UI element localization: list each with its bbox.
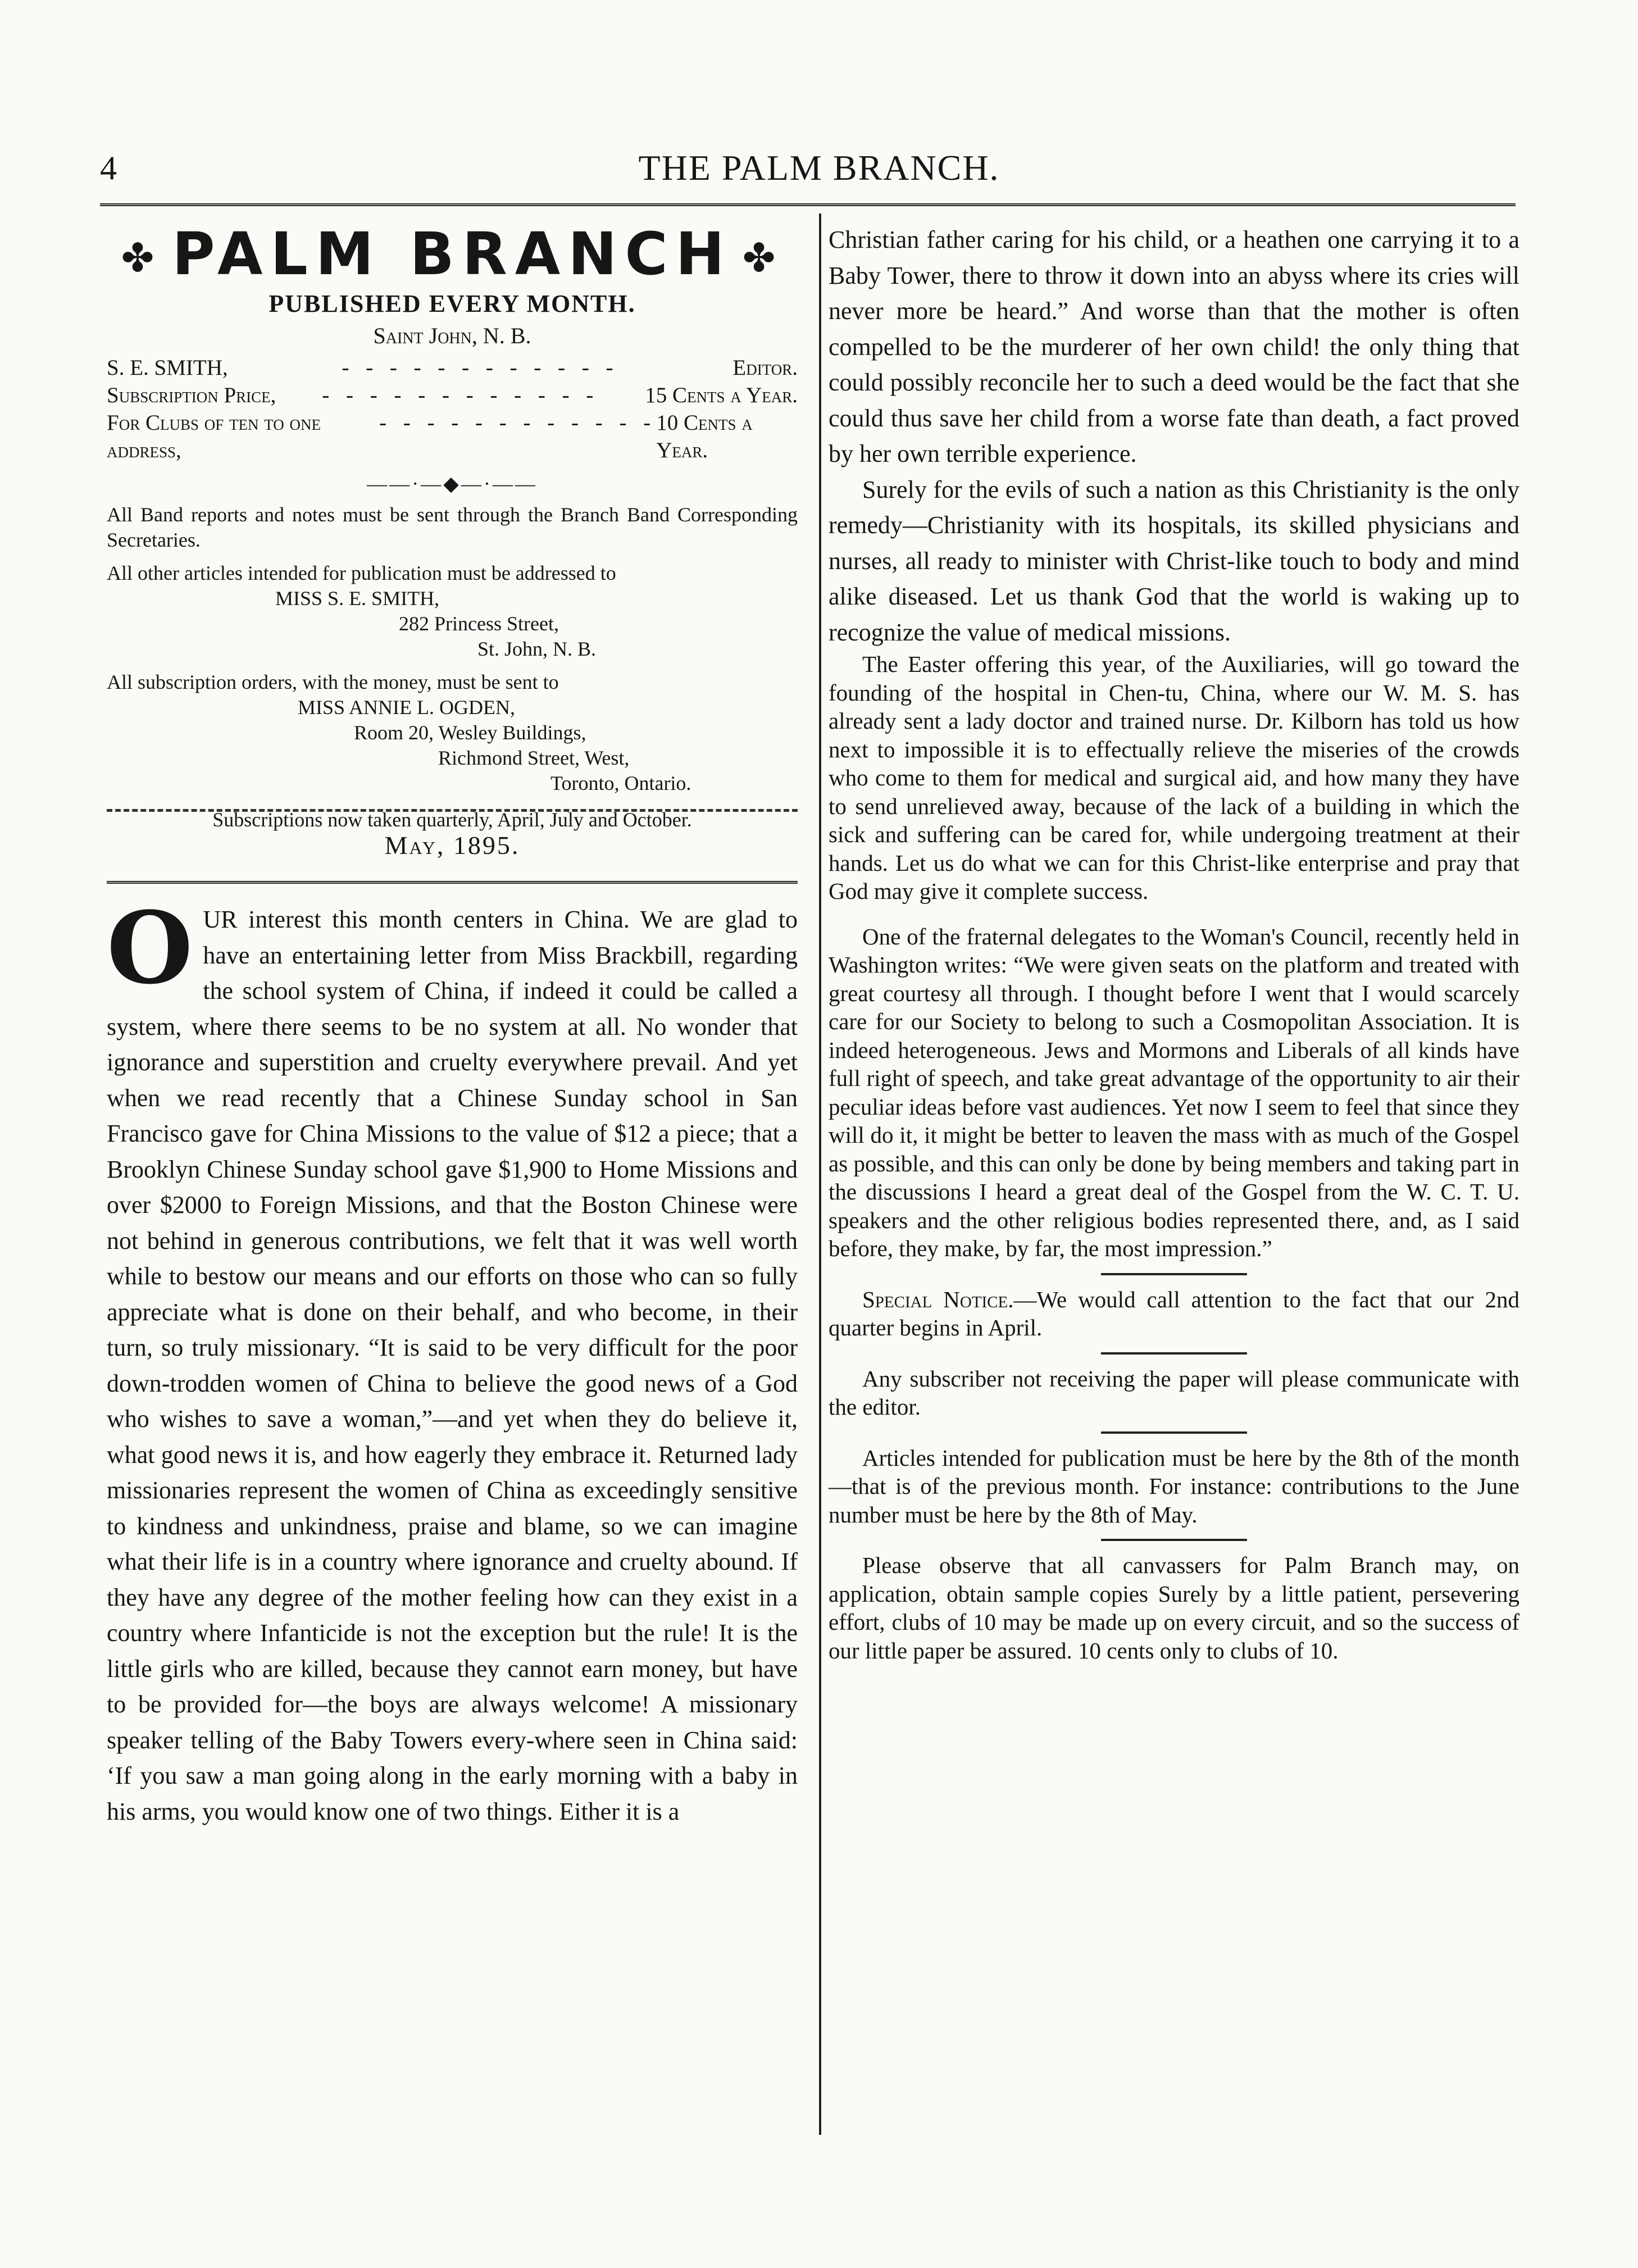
left-column: [107, 222, 798, 833]
running-title: THE PALM BRANCH.: [638, 148, 1000, 188]
issue-date: May, 1895.: [384, 831, 520, 860]
publication-frequency: PUBLISHED EVERY MONTH.: [269, 290, 636, 318]
ornament-left-icon: ✤: [121, 235, 162, 281]
ornamental-divider: ——·—◆—·——: [367, 472, 538, 496]
ornament-right-icon: ✤: [742, 235, 784, 281]
articles-address: MISS S. E. SMITH, 282 Princess Street, St. John, N. B.: [275, 587, 597, 661]
editorial-article: O UR interest this month centers in China. We are glad to have an entertaining letter from Miss Brackbill, regarding the school system of China, if indeed it could be called a system, where there seems to be no system at all. No wonder that ignorance and superstition and cruelty everywhere prevail. And yet when we read recently that a Chinese Sunday school in San Francisco gave for China Missions to the value of $12 a piece; that a Brooklyn Chinese Sunday school gave $1,900 to Home Missions and over $2000 to Foreign Missions, and that the Boston Chinese were not behind in generous contributions, we felt that it was well worth while to bestow our means and our efforts on those who can so fully appreciate what is done on their behalf, and who become, in their turn, so truly missionary. “It is said to be very difficult for the poor down-trodden women of China to believe the good news of a God who wishes to save a woman,”—and yet when they do believe it, what good news it is, and how eagerly they embrace it. Returned lady missionaries represent the women of China as exceedingly sensitive to kindness and unkindness, praise and blame, so we can imagine what their life is in a country where ignorance and cruelty abound. If they have any degree of the mother feeling how can they exist in a country where Infanticide is not the exception but the rule! It is the little girls who are killed, because they cannot earn money, but have to be provided for—the boys are always welcome! A missionary speaker telling of the Baby Towers every-where seen in China said: ‘If you saw a man going along in the early morning with a baby in his arms, you would know one of two things. Either it is a: [107, 890, 798, 1825]
canvassers-note: Please observe that all canvassers for Palm Branch may, on application, obtain sample copies Surely by a little patient, persevering effort, clubs of 10 may be made up on every circuit, and so the success of our little paper be assured. 10 cents only to clubs of 10.: [829, 1552, 1519, 1663]
drop-cap: O: [107, 890, 193, 1006]
subs-note: All subscription orders, with the money, must be sent to: [107, 671, 559, 694]
subscriber-note: Any subscriber not receiving the paper will please communicate with the editor.: [829, 1365, 1519, 1420]
notice-rule: [1101, 1273, 1247, 1275]
delegate-report: One of the fraternal delegates to the Woman's Council, recently held in Washington writes: “We were given seats on the platform and treated with great courtesy all through. I thought before I went that I would scarcely care for our Society to belong to such a Cosmopolitan Association. It is indeed heterogeneous. Jews and Mormons and Liberals of all kinds have full right of speech, and take great advantage of the opportunity to air their peculiar ideas before vast audiences. Yet now I seem to feel that since they will do it, it might be better to leaven the mass with as much of the Gospel as possible, and this can only be done by being members and taking part in the discussions I heard a great deal of the Gospel from the W. C. T. U. speakers and the other religious bodies represented there, and, as I said before, they make, by far, the most impression.”: [829, 923, 1519, 1261]
band-note: All Band reports and notes must be sent through the Branch Band Corresponding Secretaries.: [107, 503, 798, 552]
page-number: 4: [100, 149, 117, 187]
articles-deadline-note: Articles intended for publication must be here by the 8th of the month—that is of the previous month. For instance: contributions to the June number must be here by the 8th of May.: [829, 1444, 1519, 1528]
quarterly-note: Subscriptions now taken quarterly, April, July and October.: [212, 808, 692, 831]
masthead-title: ✤ PALM BRANCH ✤: [107, 222, 798, 286]
masthead-info: [107, 354, 798, 464]
date-rule: [107, 881, 798, 884]
column-divider: [819, 213, 821, 2135]
publication-location: Saint John, N. B.: [373, 323, 531, 349]
info-row-price: Subscription Price, - - - - - - - - - - - - 15 Cents a Year.: [107, 383, 798, 408]
subs-address: MISS ANNIE L. OGDEN, Room 20, Wesley Buildings, Richmond Street, West, Toronto, Ontario.: [298, 696, 691, 795]
info-row-clubs: For Clubs of ten to one address, - - - - - - - - - - - - 10 Cents a Year.: [107, 410, 753, 462]
masthead-rule: [107, 809, 798, 812]
articles-note: All other articles intended for publication must be addressed to: [107, 562, 616, 585]
special-notice: Special Notice.—We would call attention to the fact that our 2nd quarter begins in April.: [829, 1286, 1519, 1340]
right-column: [829, 222, 1519, 1665]
article-continuation: Christian father caring for his child, or a heathen one carrying it to a Baby Tower, there to throw it down into an abyss where its cries will never more be heard.” And worse than that the mother is often compelled to be the murderer of her own child! the only thing that could possibly reconcile her to such a deed would be the fact that she could thus save her child from a worse fate than death, a fact proved by her own terrible experience. Surely for the evils of such a nation as this Christianity is the only remedy—Christianity with its hospitals, its skilled physicians and nurses, all ready to minister with Christ-like touch to body and mind alike diseased. Let us thank God that the world is waking up to recognize the value of medical missions.: [829, 226, 1519, 646]
easter-offering-paragraph: The Easter offering this year, of the Auxiliaries, will go toward the founding of the hospital in Chen-tu, China, where our W. M. S. has already sent a lady doctor and trained nurse. Dr. Kilborn has told us how next to impossible it is to effectually relieve the miseries of the crowds who come to them for medical and surgical aid, and how many they have to send unrelieved away, because of the lack of a building in which the sick and suffering can be cared for, while undergoing treatment at their hands. Let us do what we can for this Christ-like enterprise and pray that God may give it complete success.: [829, 651, 1519, 904]
info-row-editor: S. E. SMITH, - - - - - - - - - - - - Editor.: [107, 356, 798, 380]
header-rule: [100, 203, 1516, 206]
